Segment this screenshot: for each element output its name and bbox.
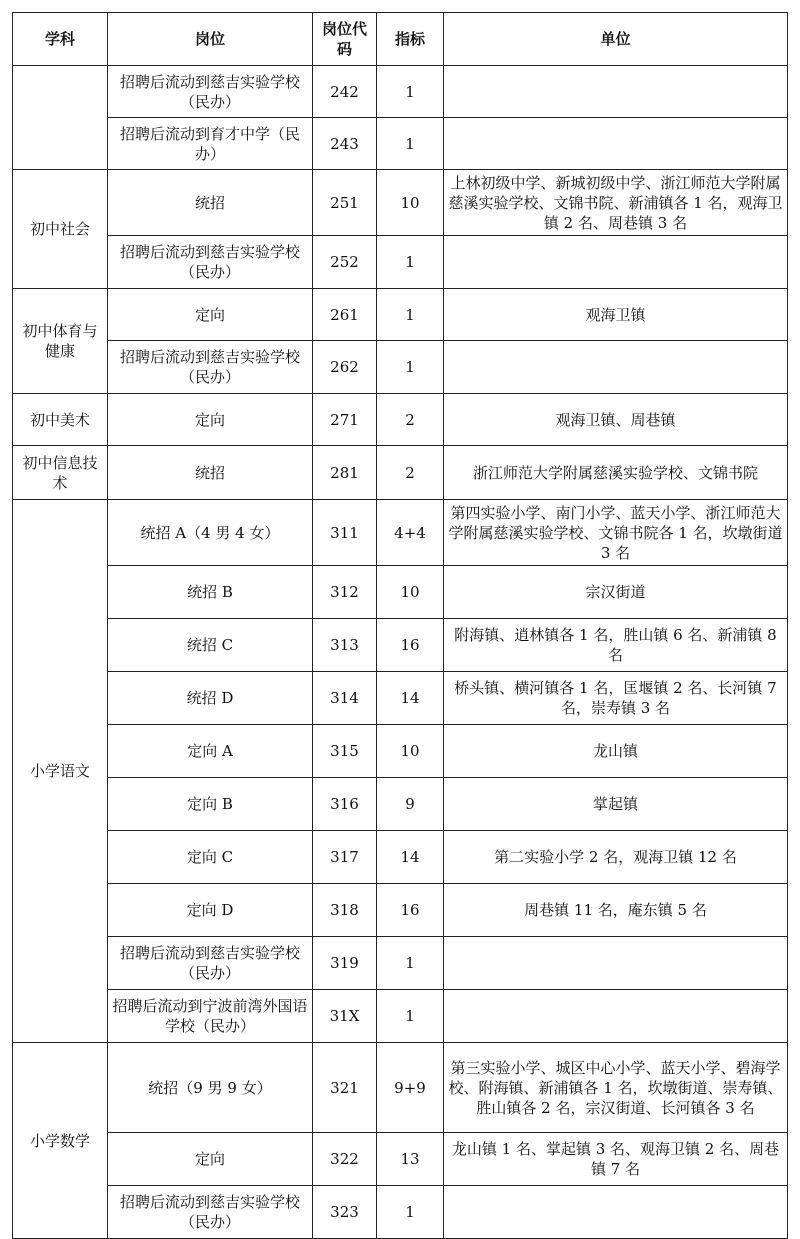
code-cell: 252: [313, 236, 377, 289]
recruitment-table-sheet: [12, 12, 788, 1239]
position-cell: 统招 C: [108, 619, 313, 672]
code-cell: 316: [313, 778, 377, 831]
unit-cell: 观海卫镇、周巷镇: [444, 394, 788, 446]
unit-cell: [444, 341, 788, 394]
position-cell: 统招 D: [108, 672, 313, 725]
table-row: [13, 1133, 788, 1186]
subject-cell: 小学语文: [13, 500, 108, 1043]
subject-cell: 初中美术: [13, 394, 108, 446]
code-cell: 314: [313, 672, 377, 725]
quota-cell: 10: [377, 566, 444, 619]
position-cell: 招聘后流动到育才中学（民办）: [108, 118, 313, 170]
quota-cell: 1: [377, 236, 444, 289]
quota-cell: 10: [377, 170, 444, 236]
subject-cell: 初中信息技术: [13, 446, 108, 500]
position-cell: 定向: [108, 289, 313, 341]
unit-cell: 观海卫镇: [444, 289, 788, 341]
table-row: [13, 990, 788, 1043]
table-header-row: [13, 13, 788, 66]
code-cell: 243: [313, 118, 377, 170]
code-cell: 319: [313, 937, 377, 990]
table-row: [13, 1186, 788, 1239]
unit-cell: 桥头镇、横河镇各 1 名，匡堰镇 2 名、长河镇 7 名，崇寿镇 3 名: [444, 672, 788, 725]
code-cell: 261: [313, 289, 377, 341]
code-cell: 317: [313, 831, 377, 884]
unit-cell: 附海镇、逍林镇各 1 名，胜山镇 6 名、新浦镇 8 名: [444, 619, 788, 672]
unit-cell: 第三实验小学、城区中心小学、蓝天小学、碧海学校、附海镇、新浦镇各 1 名，坎墩街道、崇寿镇、胜山镇各 2 名，宗汉街道、长河镇各 3 名: [444, 1043, 788, 1133]
position-cell: 招聘后流动到宁波前湾外国语学校（民办）: [108, 990, 313, 1043]
position-cell: 招聘后流动到慈吉实验学校（民办）: [108, 66, 313, 118]
unit-cell: [444, 66, 788, 118]
header-subject: 学科: [13, 13, 108, 66]
table-row: [13, 619, 788, 672]
table-row: [13, 566, 788, 619]
quota-cell: 1: [377, 341, 444, 394]
code-cell: 323: [313, 1186, 377, 1239]
code-cell: 321: [313, 1043, 377, 1133]
code-cell: 262: [313, 341, 377, 394]
subject-cell: 初中体育与健康: [13, 289, 108, 394]
position-cell: 定向: [108, 394, 313, 446]
code-cell: 313: [313, 619, 377, 672]
unit-cell: 龙山镇: [444, 725, 788, 778]
table-row: [13, 446, 788, 500]
table-row: [13, 725, 788, 778]
code-cell: 311: [313, 500, 377, 566]
quota-cell: 1: [377, 937, 444, 990]
table-row: [13, 500, 788, 566]
quota-cell: 1: [377, 990, 444, 1043]
position-cell: 定向 B: [108, 778, 313, 831]
table-row: [13, 672, 788, 725]
position-cell: 定向 D: [108, 884, 313, 937]
quota-cell: 9+9: [377, 1043, 444, 1133]
unit-cell: 浙江师范大学附属慈溪实验学校、文锦书院: [444, 446, 788, 500]
table-row: [13, 118, 788, 170]
quota-cell: 16: [377, 884, 444, 937]
subject-cell: 初中社会: [13, 170, 108, 289]
code-cell: 312: [313, 566, 377, 619]
header-unit: 单位: [444, 13, 788, 66]
code-cell: 271: [313, 394, 377, 446]
position-cell: 定向 C: [108, 831, 313, 884]
table-row: [13, 778, 788, 831]
position-cell: 定向 A: [108, 725, 313, 778]
quota-cell: 1: [377, 1186, 444, 1239]
header-position: 岗位: [108, 13, 313, 66]
position-cell: 统招: [108, 170, 313, 236]
table-body: [13, 66, 788, 1239]
table-row: [13, 236, 788, 289]
quota-cell: 1: [377, 118, 444, 170]
position-cell: 统招 A（4 男 4 女）: [108, 500, 313, 566]
table-row: [13, 884, 788, 937]
unit-cell: 第二实验小学 2 名，观海卫镇 12 名: [444, 831, 788, 884]
quota-cell: 1: [377, 66, 444, 118]
unit-cell: 掌起镇: [444, 778, 788, 831]
unit-cell: [444, 1186, 788, 1239]
position-cell: 招聘后流动到慈吉实验学校（民办）: [108, 937, 313, 990]
code-cell: 251: [313, 170, 377, 236]
position-cell: 招聘后流动到慈吉实验学校（民办）: [108, 341, 313, 394]
table-row: [13, 289, 788, 341]
quota-cell: 16: [377, 619, 444, 672]
position-cell: 统招 B: [108, 566, 313, 619]
unit-cell: 第四实验小学、南门小学、蓝天小学、浙江师范大学附属慈溪实验学校、文锦书院各 1 名，坎墩街道 3 名: [444, 500, 788, 566]
code-cell: 322: [313, 1133, 377, 1186]
quota-cell: 4+4: [377, 500, 444, 566]
header-code: 岗位代码: [313, 13, 377, 66]
unit-cell: [444, 990, 788, 1043]
subject-cell: 小学数学: [13, 1043, 108, 1239]
position-cell: 招聘后流动到慈吉实验学校（民办）: [108, 236, 313, 289]
table-row: [13, 394, 788, 446]
code-cell: 242: [313, 66, 377, 118]
unit-cell: [444, 236, 788, 289]
quota-cell: 10: [377, 725, 444, 778]
position-cell: 统招: [108, 446, 313, 500]
table-row: [13, 937, 788, 990]
quota-cell: 14: [377, 672, 444, 725]
unit-cell: [444, 937, 788, 990]
position-cell: 招聘后流动到慈吉实验学校（民办）: [108, 1186, 313, 1239]
table-row: [13, 66, 788, 118]
recruitment-table: [12, 12, 788, 1239]
table-row: [13, 1043, 788, 1133]
quota-cell: 2: [377, 446, 444, 500]
unit-cell: 上林初级中学、新城初级中学、浙江师范大学附属慈溪实验学校、文锦书院、新浦镇各 1 名，观海卫镇 2 名、周巷镇 3 名: [444, 170, 788, 236]
quota-cell: 1: [377, 289, 444, 341]
position-cell: 统招（9 男 9 女）: [108, 1043, 313, 1133]
unit-cell: [444, 118, 788, 170]
unit-cell: 龙山镇 1 名、掌起镇 3 名、观海卫镇 2 名、周巷镇 7 名: [444, 1133, 788, 1186]
quota-cell: 14: [377, 831, 444, 884]
code-cell: 31X: [313, 990, 377, 1043]
unit-cell: 宗汉街道: [444, 566, 788, 619]
unit-cell: 周巷镇 11 名，庵东镇 5 名: [444, 884, 788, 937]
table-row: [13, 170, 788, 236]
code-cell: 315: [313, 725, 377, 778]
code-cell: 318: [313, 884, 377, 937]
quota-cell: 2: [377, 394, 444, 446]
code-cell: 281: [313, 446, 377, 500]
subject-cell: [13, 66, 108, 170]
quota-cell: 13: [377, 1133, 444, 1186]
table-row: [13, 341, 788, 394]
position-cell: 定向: [108, 1133, 313, 1186]
quota-cell: 9: [377, 778, 444, 831]
header-quota: 指标: [377, 13, 444, 66]
table-row: [13, 831, 788, 884]
